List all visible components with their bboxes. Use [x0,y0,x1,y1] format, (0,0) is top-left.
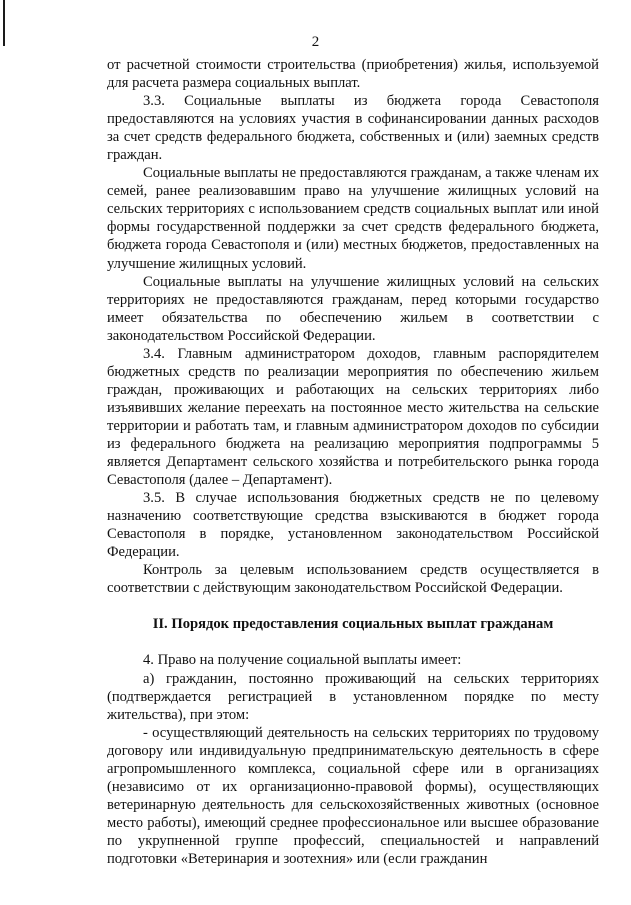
paragraph-continuation: от расчетной стоимости строительства (приобретения) жилья, используемой для расчета размера социальных выплат. [107,57,599,92]
paragraph-3-4: 3.4. Главным администратором доходов, главным распорядителем бюджетных средств по реализации мероприятия по обеспечению жильем граждан, проживающих и работающих на сельских территориях либо изъявивших желание переехать на постоянное место жительства на сельские территории и работать там, и главным администратором доходов по субсидии из федерального бюджета на реализацию мероприятия подпрограммы 5 является Департамент сельского хозяйства и потребительского рынка города Севастополя (далее – Департамент). [107,345,599,489]
paragraph-3-5: 3.5. В случае использования бюджетных средств не по целевому назначению соответствующие средства взыскиваются в бюджет города Севастополя в порядке, установленном законодательством Российской Федерации. [107,490,599,561]
section-heading: II. Порядок предоставления социальных выплат гражданам [152,616,554,633]
paragraph-4-a: а) гражданин, постоянно проживающий на сельских территориях (подтверждается регистрацией в установленном порядке по месту жительства), при этом: [107,670,599,723]
paragraph-exclusion-previous-support: Социальные выплаты не предоставляются гражданам, а также членам их семей, ранее реализовавшим право на улучшение жилищных условий на сельских территориях с использованием средств социальных выплат или иной формы государственной поддержки за счет средств федерального бюджета, бюджета города Севастополя и (или) местных бюджетов, предоставленных на улучшение жилищных условий. [107,165,599,272]
paragraph-4: 4. Право на получение социальной выплаты имеет: [143,652,462,669]
paragraph-control: Контроль за целевым использованием средств осуществляется в соответствии с действующим законодательством Российской Федерации. [107,562,599,597]
page-number: 2 [311,34,320,50]
paragraph-4-a-item: - осуществляющий деятельность на сельских территориях по трудовому договору или индивидуальную предпринимательскую деятельность в сфере агропромышленного комплекса, социальной сфере или в организациях (независимо от их организационно-правовой формы), осуществляющих ветеринарную деятельность для сельскохозяйственных животных (основное место работы), имеющий среднее профессиональное или высшее образование по укрупненной группе профессий, специальностей и направлений подготовки «Ветеринария и зоотехния» или (если гражданин [107,724,599,867]
document-body [107,56,599,868]
paragraph-exclusion-state-obligations: Социальные выплаты на улучшение жилищных условий на сельских территориях не предоставляются гражданам, перед которыми государство имеет обязательства по обеспечению жильем в соответствии с законодательством Российской Федерации. [107,273,599,344]
paragraph-3-3: 3.3. Социальные выплаты из бюджета города Севастополя предоставляются на условиях участия в софинансировании данных расходов за счет средств федерального бюджета, собственных и (или) заемных средств граждан. [107,93,599,164]
